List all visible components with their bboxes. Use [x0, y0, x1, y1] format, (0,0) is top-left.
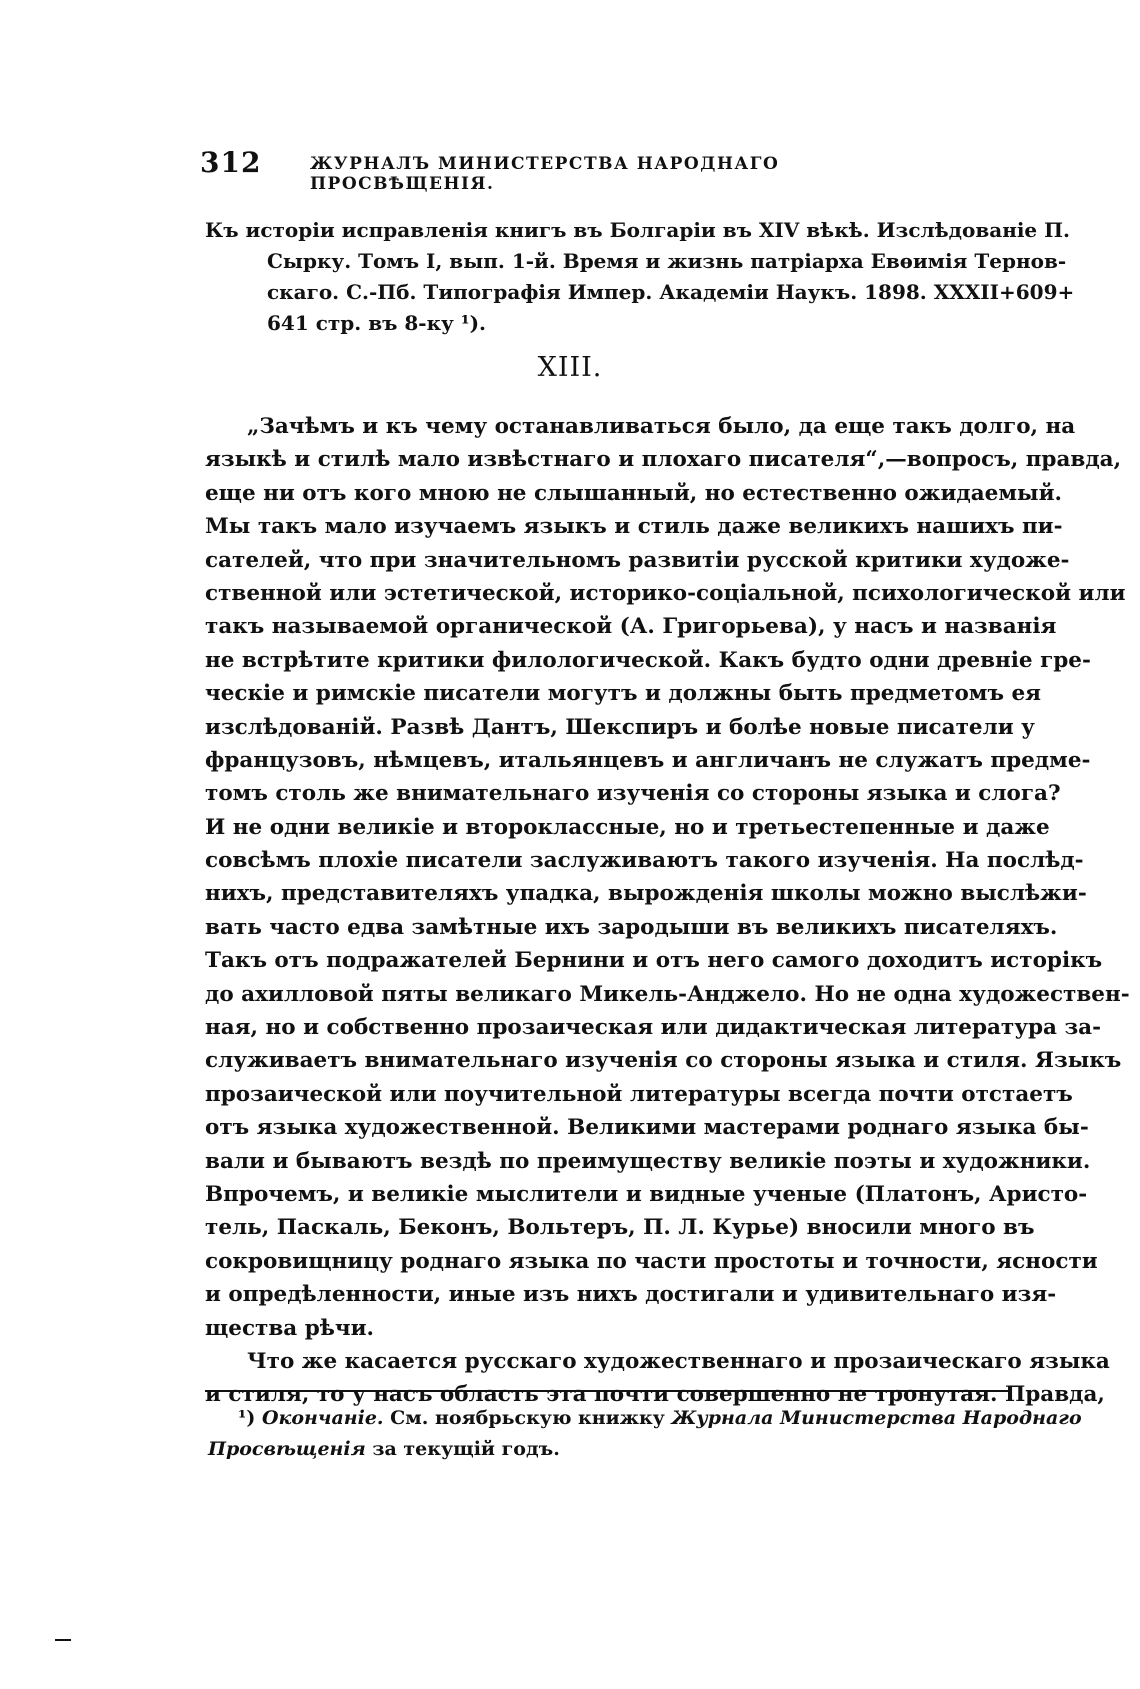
text-line: вали и бываютъ вездѣ по преимуществу великіе поэты и художники.: [205, 1148, 1091, 1174]
footnote-rule: [205, 1390, 1011, 1392]
footnote-text-end: за текущій годъ.: [372, 1438, 560, 1460]
text-line: до ахилловой пяты великаго Микель-Анджело. Но не одна художествен-: [205, 981, 1130, 1007]
text-line: вать часто едва замѣтные ихъ зародыши въ великихъ писателяхъ.: [205, 914, 1058, 940]
bib-line: 641 стр. въ 8-ку ¹).: [267, 311, 487, 335]
text-line: и опредѣленности, иные изъ нихъ достигали и удивительнаго изя-: [205, 1282, 1057, 1308]
text-line: Что же касается русскаго художественнаго и прозаическаго языка: [247, 1348, 1110, 1374]
text-line: отъ языка художественной. Великими мастерами роднаго языка бы-: [205, 1115, 1089, 1141]
bib-line: скаго. С.-Пб. Типографія Импер. Академіи Наукъ. 1898. XXXII+609+: [267, 280, 1075, 304]
text-line: щества рѣчи.: [205, 1315, 375, 1341]
text-line: тель, Паскаль, Беконъ, Вольтеръ, П. Л. Курье) вносили много въ: [205, 1215, 1035, 1241]
footnote-line-1: [238, 1403, 1082, 1434]
footnote-marker: ¹): [238, 1407, 256, 1429]
text-line: прозаической или поучительной литературы всегда почти отстаетъ: [205, 1081, 1073, 1107]
footnote-text: См. ноябрьскую книжку: [390, 1407, 665, 1429]
text-line: ная, но и собственно прозаическая или дидактическая литература за-: [205, 1015, 1102, 1041]
bib-line: Къ исторіи исправленія книгъ въ Болгаріи въ XIV вѣкѣ. Изслѣдованіе П.: [205, 218, 1070, 242]
paragraph-2: [205, 1345, 1110, 1412]
text-line: совсѣмъ плохіе писатели заслуживаютъ такого изученія. На послѣд-: [205, 848, 1084, 874]
text-line: сателей, что при значительномъ развитіи русской критики художе-: [205, 547, 1070, 573]
text-line: не встрѣтите критики филологической. Какъ будто одни древніе гре-: [205, 647, 1091, 673]
text-line: сокровищницу роднаго языка по части простоты и точности, ясности: [205, 1248, 1098, 1274]
text-line: еще ни отъ кого мною не слышанный, но естественно ожидаемый.: [205, 480, 1063, 506]
text-line: языкѣ и стилѣ мало извѣстнаго и плохаго писателя“,—вопросъ, правда,: [205, 447, 1122, 473]
section-heading: XIII.: [537, 352, 603, 383]
bibliographic-entry: [205, 215, 1075, 339]
text-line: Впрочемъ, и великіе мыслители и видные ученые (Платонъ, Аристо-: [205, 1181, 1088, 1207]
text-line: французовъ, нѣмцевъ, итальянцевъ и англичанъ не служатъ предме-: [205, 747, 1091, 773]
margin-dash: [55, 1639, 71, 1641]
text-line: служиваетъ внимательнаго изученія со стороны языка и стиля. Языкъ: [205, 1048, 1122, 1074]
text-line: Такъ отъ подражателей Бернини и отъ него самого доходитъ исторікъ: [205, 948, 1103, 974]
text-line: И не одни великіе и второклассные, но и третьестепенные и даже: [205, 814, 1050, 840]
paragraph-1: [205, 410, 1130, 1345]
page-header: [200, 146, 960, 194]
text-line: и стиля, то у насъ область эта почти совершенно не тронутая. Правда,: [205, 1382, 1105, 1408]
bib-line: Сырку. Томъ I, вып. 1-й. Время и жизнь патріарха Евѳимія Тернов-: [267, 249, 1067, 273]
text-line: ственной или эстетической, историко-соціальной, психологической или: [205, 580, 1126, 606]
running-title: ЖУРНАЛЪ МИНИСТЕРСТВА НАРОДНАГО ПРОСВѢЩЕНІЯ.: [310, 154, 780, 194]
footnote: [208, 1403, 1082, 1465]
page-number: 312: [200, 146, 262, 179]
text-line: нихъ, представителяхъ упадка, вырожденія школы можно выслѣжи-: [205, 881, 1087, 907]
text-line: изслѣдованій. Развѣ Дантъ, Шекспиръ и болѣе новые писатели у: [205, 714, 1035, 740]
footnote-journal-title-cont: Просвѣщенія: [208, 1438, 366, 1460]
text-line: „Зачѣмъ и къ чему останавливаться было, да еще такъ долго, на: [247, 414, 1076, 439]
footnote-journal-title: Журнала Министерства Народнаго: [671, 1407, 1082, 1429]
text-line: такъ называемой органической (А. Григорьева), у насъ и названія: [205, 614, 1057, 640]
main-text: [205, 410, 1130, 1412]
footnote-italic-ending: Окончаніе.: [261, 1407, 384, 1429]
text-line: ческіе и римскіе писатели могутъ и должны быть предметомъ ея: [205, 681, 1042, 707]
text-line: томъ столь же внимательнаго изученія со стороны языка и слога?: [205, 781, 1061, 807]
text-line: Мы такъ мало изучаемъ языкъ и стиль даже великихъ нашихъ пи-: [205, 514, 1063, 540]
footnote-line-2: [208, 1434, 1018, 1465]
